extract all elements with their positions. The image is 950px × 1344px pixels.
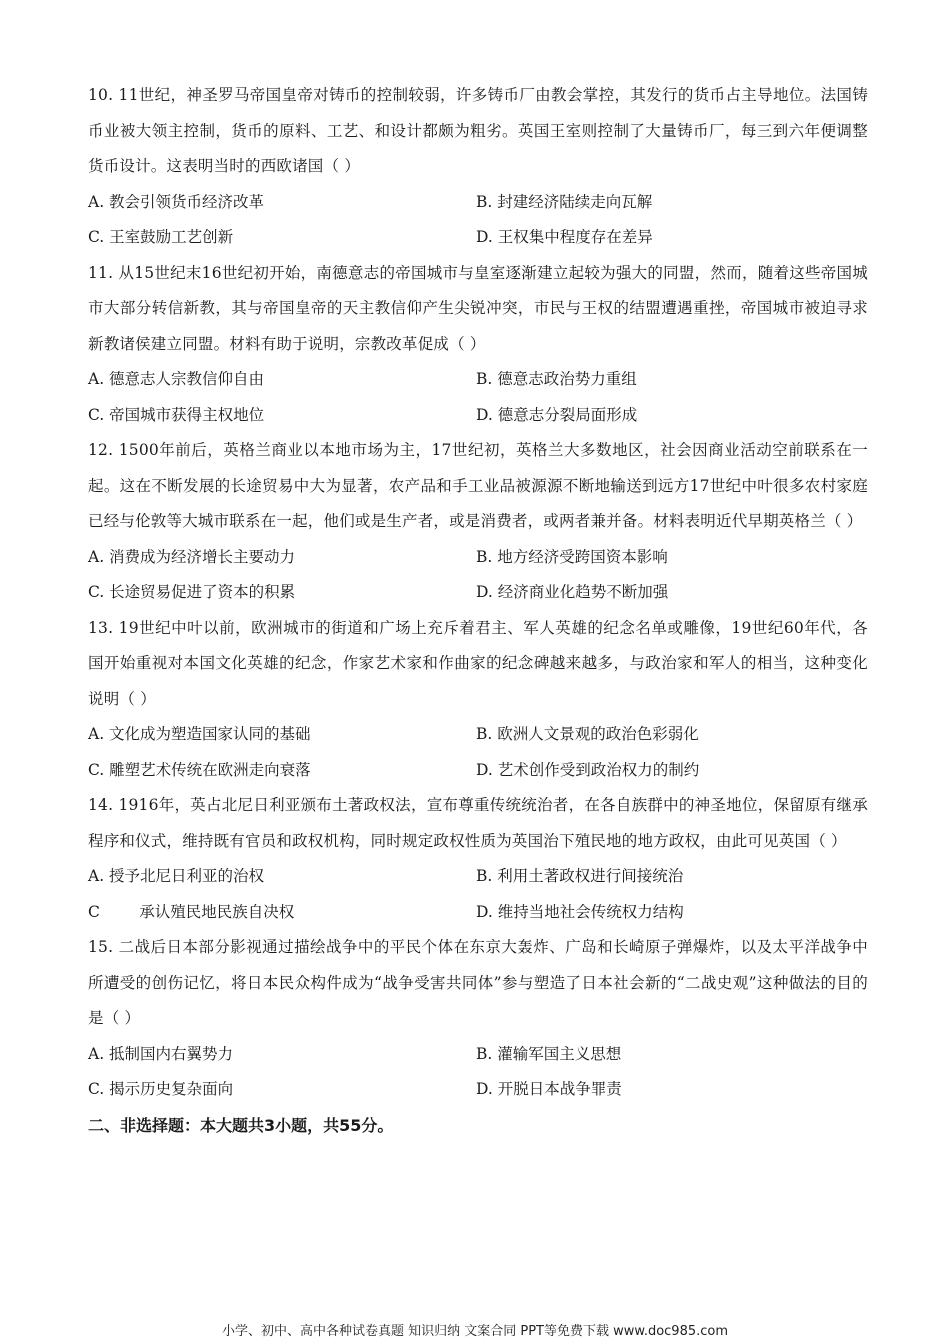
option-d: D. 维持当地社会传统权力结构 [476, 902, 684, 921]
question-12 [88, 433, 868, 611]
question-list [88, 78, 868, 1144]
option-a: A. 德意志人宗教信仰自由 [88, 370, 265, 388]
option-b: B. 欧洲人文景观的政治色彩弱化 [476, 725, 699, 743]
option-c: C. 王室鼓励工艺创新 [88, 228, 234, 246]
footer-banner: 小学、初中、高中各种试卷真题 知识归纳 文案合同 PPT等免费下载 www.doc985.com [221, 1324, 729, 1339]
question-stem: 10. 11世纪，神圣罗马帝国皇帝对铸币的控制较弱，许多铸币厂由教会掌控，其发行的货币占主导地位。法国铸币业被大领主控制，货币的原料、工艺、和设计都颇为粗劣。英国王室则控制了大量铸币厂，每三到六年便调整货币设计。这表明当时的西欧诸国（ ） [88, 86, 868, 175]
option-a: A. 文化成为塑造国家认同的基础 [88, 725, 311, 743]
option-a: A. 授予北尼日利亚的治权 [88, 867, 265, 885]
option-grid [88, 540, 868, 611]
option-grid [88, 717, 868, 788]
question-stem: 11. 从15世纪末16世纪初开始，南德意志的帝国城市与皇室逐渐建立起较为强大的同盟，然而，随着这些帝国城市大部分转信新教，其与帝国皇帝的天主教信仰产生尖锐冲突，市民与王权的结盟遭遇重挫，帝国城市被迫寻求新教诸侯建立同盟。材料有助于说明，宗教改革促成（ ） [88, 263, 868, 353]
question-10 [88, 78, 868, 256]
option-d: D. 德意志分裂局面形成 [476, 405, 638, 424]
option-a: A. 教会引领货币经济改革 [88, 192, 265, 211]
option-grid [88, 185, 868, 256]
option-d: D. 经济商业化趋势不断加强 [476, 583, 669, 601]
option-d: D. 王权集中程度存在差异 [476, 228, 653, 246]
option-a: A. 消费成为经济增长主要动力 [88, 547, 296, 566]
question-11 [88, 256, 868, 434]
option-c: C. 帝国城市获得主权地位 [88, 405, 265, 424]
option-c: C. 长途贸易促进了资本的积累 [88, 583, 296, 601]
option-b: B. 灌输军国主义思想 [476, 1044, 622, 1063]
option-grid [88, 1037, 868, 1108]
section-heading: 二、非选择题：本大题共3小题，共55分。 [88, 1115, 394, 1135]
question-stem: 15. 二战后日本部分影视通过描绘战争中的平民个体在东京大轰炸、广岛和长崎原子弹爆炸，以及太平洋战争中所遭受的创伤记忆，将日本民众构件成为“战争受害共同体”参与塑造了日本社会新的“二战史观”这种做法的目的是（ ） [88, 938, 868, 1027]
option-d: D. 开脱日本战争罪责 [476, 1080, 622, 1098]
option-d: D. 艺术创作受到政治权力的制约 [476, 760, 700, 779]
option-b: B. 封建经济陆续走向瓦解 [476, 192, 653, 211]
option-c: C. 揭示历史复杂面向 [88, 1080, 234, 1098]
option-c: C. 雕塑艺术传统在欧洲走向衰落 [88, 760, 311, 779]
option-c: C 承认殖民地民族自决权 [88, 902, 295, 921]
option-grid [88, 362, 868, 433]
option-b: B. 地方经济受跨国资本影响 [476, 547, 668, 566]
question-14 [88, 788, 868, 930]
question-15 [88, 930, 868, 1108]
question-stem: 14. 1916年，英占北尼日利亚颁布土著政权法，宣布尊重传统统治者，在各自族群中的神圣地位，保留原有继承程序和仪式，维持既有官员和政权机构，同时规定政权性质为英国治下殖民地的地方政权，由此可见英国（ ） [88, 796, 868, 850]
question-13 [88, 611, 868, 789]
option-a: A. 抵制国内右翼势力 [88, 1044, 234, 1063]
option-grid [88, 859, 868, 930]
option-b: B. 利用土著政权进行间接统治 [476, 867, 684, 885]
question-stem: 13. 19世纪中叶以前，欧洲城市的街道和广场上充斥着君主、军人英雄的纪念名单或雕像，19世纪60年代，各国开始重视对本国文化英雄的纪念，作家艺术家和作曲家的纪念碑越来越多，与政治家和军人的相当，这种变化说明（ ） [88, 618, 868, 708]
question-stem: 12. 1500年前后，英格兰商业以本地市场为主，17世纪初，英格兰大多数地区，社会因商业活动空前联系在一起。这在不断发展的长途贸易中大为显著，农产品和手工业品被源源不断地输送到远方17世纪中叶很多农村家庭已经与伦敦等大城市联系在一起，他们或是生产者，或是消费者，或两者兼并备。材料表明近代早期英格兰（ ） [88, 441, 868, 530]
option-b: B. 德意志政治势力重组 [476, 370, 637, 388]
